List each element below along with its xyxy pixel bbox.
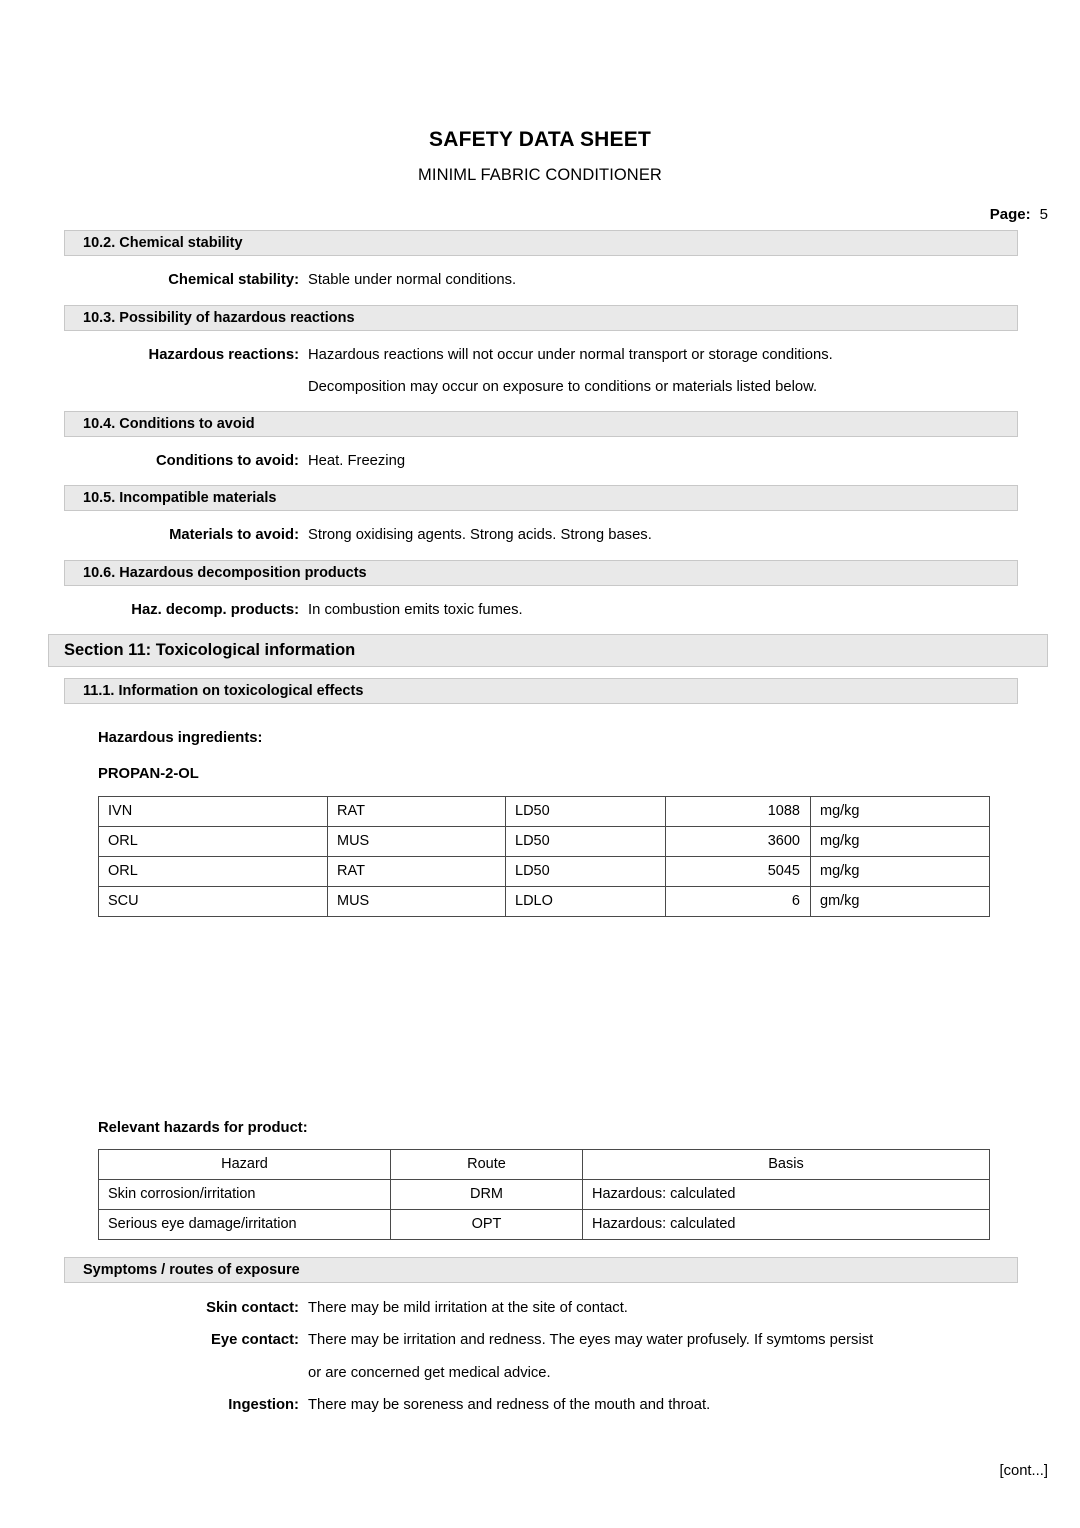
section-header-10-3 bbox=[64, 305, 1018, 331]
tox-route: SCU bbox=[99, 886, 328, 916]
hazard-name: Serious eye damage/irritation bbox=[99, 1209, 391, 1239]
page-number-label: Page: bbox=[989, 206, 1031, 224]
field-conditions-to-avoid-value: Heat. Freezing bbox=[308, 452, 406, 469]
section-header-11-1 bbox=[64, 678, 1018, 704]
table-row bbox=[99, 796, 990, 826]
section-header-10-5 bbox=[64, 485, 1018, 511]
continuation-marker: [cont...] bbox=[999, 1463, 1048, 1479]
field-eye-contact bbox=[0, 1330, 1080, 1384]
section-header-10-6-label: 10.6. Hazardous decomposition products bbox=[83, 564, 367, 581]
table-row bbox=[99, 1209, 990, 1239]
section-header-10-4 bbox=[64, 411, 1018, 437]
field-eye-contact-line-1: There may be irritation and redness. The eyes may water profusely. If symtoms persist bbox=[308, 1332, 874, 1349]
section-header-10-2 bbox=[64, 230, 1018, 256]
hazards-table bbox=[98, 1149, 990, 1240]
field-ingestion bbox=[0, 1395, 1080, 1416]
table-row bbox=[99, 826, 990, 856]
section-header-11 bbox=[48, 634, 1048, 667]
product-name: MINIML FABRIC CONDITIONER bbox=[418, 166, 662, 185]
document-header bbox=[0, 0, 1080, 223]
toxicity-table bbox=[98, 796, 990, 917]
tox-species: MUS bbox=[328, 886, 506, 916]
field-haz-decomp-products-value: In combustion emits toxic fumes. bbox=[308, 601, 523, 618]
field-haz-decomp-products-label: Haz. decomp. products: bbox=[131, 601, 299, 618]
hazards-col-basis: Basis bbox=[583, 1149, 990, 1179]
section-header-10-3-label: 10.3. Possibility of hazardous reactions bbox=[83, 309, 355, 326]
tox-value: 3600 bbox=[666, 826, 811, 856]
tox-value: 5045 bbox=[666, 856, 811, 886]
tox-route: ORL bbox=[99, 826, 328, 856]
tox-test: LD50 bbox=[506, 796, 666, 826]
hazards-col-route: Route bbox=[391, 1149, 583, 1179]
field-skin-contact bbox=[0, 1298, 1080, 1319]
toxicity-table-body bbox=[99, 796, 990, 916]
hazard-route: OPT bbox=[391, 1209, 583, 1239]
table-header-row bbox=[99, 1149, 990, 1179]
hazard-basis: Hazardous: calculated bbox=[583, 1179, 990, 1209]
field-eye-contact-line-2: or are concerned get medical advice. bbox=[308, 1364, 551, 1381]
section-header-symptoms bbox=[64, 1257, 1018, 1283]
page-number-value: 5 bbox=[1039, 206, 1048, 224]
field-materials-to-avoid-label: Materials to avoid: bbox=[169, 527, 299, 544]
tox-test: LDLO bbox=[506, 886, 666, 916]
hazard-route: DRM bbox=[391, 1179, 583, 1209]
field-eye-contact-value bbox=[308, 1330, 1080, 1384]
hazard-name: Skin corrosion/irritation bbox=[99, 1179, 391, 1209]
field-hazardous-reactions-label: Hazardous reactions: bbox=[148, 346, 299, 363]
tox-value: 6 bbox=[666, 886, 811, 916]
tox-species: RAT bbox=[328, 796, 506, 826]
field-skin-contact-value: There may be mild irritation at the site of contact. bbox=[308, 1299, 628, 1316]
tox-species: RAT bbox=[328, 856, 506, 886]
section-header-10-5-label: 10.5. Incompatible materials bbox=[83, 490, 277, 507]
tox-unit: gm/kg bbox=[811, 886, 990, 916]
hazards-col-hazard: Hazard bbox=[99, 1149, 391, 1179]
hazards-table-head bbox=[99, 1149, 990, 1179]
tox-route: IVN bbox=[99, 796, 328, 826]
section-header-11-1-label: 11.1. Information on toxicological effects bbox=[83, 682, 364, 699]
ingredient-name: PROPAN-2-OL bbox=[98, 765, 199, 782]
field-conditions-to-avoid-label: Conditions to avoid: bbox=[155, 452, 299, 469]
field-hazardous-reactions-line-1: Hazardous reactions will not occur under normal transport or storage conditions. bbox=[308, 346, 833, 363]
tox-species: MUS bbox=[328, 826, 506, 856]
field-hazardous-reactions bbox=[0, 345, 1080, 399]
tox-unit: mg/kg bbox=[811, 856, 990, 886]
field-haz-decomp-products bbox=[0, 600, 1080, 621]
field-chemical-stability-label: Chemical stability: bbox=[168, 272, 299, 289]
tox-unit: mg/kg bbox=[811, 796, 990, 826]
hazardous-ingredients-label: Hazardous ingredients: bbox=[98, 729, 263, 746]
field-chemical-stability bbox=[0, 270, 1080, 291]
section-header-10-2-label: 10.2. Chemical stability bbox=[83, 235, 243, 252]
table-row bbox=[99, 856, 990, 886]
hazards-table-body bbox=[99, 1179, 990, 1239]
hazard-basis: Hazardous: calculated bbox=[583, 1209, 990, 1239]
table-row bbox=[99, 1179, 990, 1209]
section-header-10-4-label: 10.4. Conditions to avoid bbox=[83, 415, 255, 432]
section-header-10-6 bbox=[64, 560, 1018, 586]
field-ingestion-value: There may be soreness and redness of the mouth and throat. bbox=[308, 1397, 711, 1414]
field-conditions-to-avoid bbox=[0, 451, 1080, 472]
section-header-11-label: Section 11: Toxicological information bbox=[64, 640, 356, 659]
table-row bbox=[99, 886, 990, 916]
tox-value: 1088 bbox=[666, 796, 811, 826]
page-title: SAFETY DATA SHEET bbox=[429, 128, 651, 151]
field-materials-to-avoid bbox=[0, 525, 1080, 546]
field-ingestion-label: Ingestion: bbox=[228, 1397, 299, 1414]
field-hazardous-reactions-value bbox=[308, 345, 1080, 399]
field-materials-to-avoid-value: Strong oxidising agents. Strong acids. Strong bases. bbox=[308, 527, 652, 544]
tox-unit: mg/kg bbox=[811, 826, 990, 856]
tox-test: LD50 bbox=[506, 856, 666, 886]
field-chemical-stability-value: Stable under normal conditions. bbox=[308, 272, 517, 289]
tox-test: LD50 bbox=[506, 826, 666, 856]
field-hazardous-reactions-line-2: Decomposition may occur on exposure to conditions or materials listed below. bbox=[308, 379, 818, 396]
section-header-symptoms-label: Symptoms / routes of exposure bbox=[83, 1261, 300, 1278]
field-skin-contact-label: Skin contact: bbox=[206, 1299, 299, 1316]
relevant-hazards-label: Relevant hazards for product: bbox=[98, 1119, 308, 1136]
page-number bbox=[0, 206, 1080, 223]
tox-route: ORL bbox=[99, 856, 328, 886]
field-eye-contact-label: Eye contact: bbox=[211, 1332, 299, 1349]
